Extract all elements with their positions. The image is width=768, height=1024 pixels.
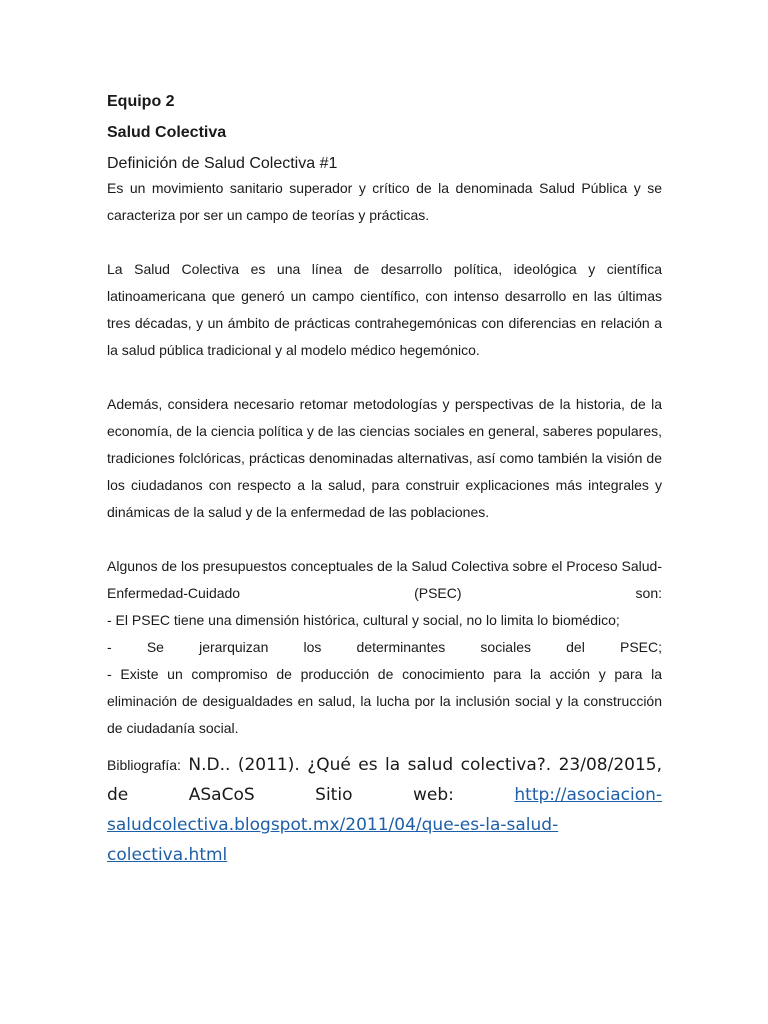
bibliography (107, 750, 662, 870)
team-heading: Equipo 2 (107, 93, 175, 110)
paragraph-2: La Salud Colectiva es una línea de desarrollo política, ideológica y científica latinoamericana que generó un campo científico, con intenso desarrollo en las últimas tres décadas, y un ámbito de prácticas contrahegemónicas con diferencias en relación a la salud pública tradicional y al modelo médico hegemónico. (107, 261, 662, 358)
presuppositions-intro: Algunos de los presupuestos conceptuales de la Salud Colectiva sobre el Proceso Salud-Enfermedad-Cuidado (PSEC) son: (107, 558, 662, 601)
list-item: - El PSEC tiene una dimensión histórica, cultural y social, no lo limita lo biomédico; (107, 612, 620, 628)
presuppositions-section (107, 553, 662, 742)
list-item: - Existe un compromiso de producción de conocimiento para la acción y para la eliminación de desigualdades en salud, la lucha por la inclusión social y la construcción de ciudadanía social. (107, 666, 662, 736)
paragraph-3: Además, considera necesario retomar metodologías y perspectivas de la historia, de la economía, de la ciencia política y de las ciencias sociales en general, saberes populares, tradiciones folclóricas, prácticas denominadas alternativas, así como también la visión de los ciudadanos con respecto a la salud, para construir explicaciones más integrales y dinámicas de la salud y de la enfermedad de las poblaciones. (107, 396, 662, 520)
bibliography-link[interactable]: http://asociacion-saludcolectiva.blogspot.mx/2011/04/que-es-la-salud-colectiva.html (107, 785, 663, 865)
bibliography-label: Bibliografía: (107, 757, 181, 773)
definition-heading: Definición de Salud Colectiva #1 (107, 155, 338, 172)
document-page (107, 88, 662, 870)
list-item: - Se jerarquizan los determinantes sociales del PSEC; (107, 639, 662, 655)
paragraph-1: Es un movimiento sanitario superador y crítico de la denominada Salud Pública y se caracteriza por ser un campo de teorías y prácticas. (107, 180, 662, 223)
bibliography-citation: N.D.. (2011). ¿Qué es la salud colectiva?. 23/08/2015, de ASaCoS Sitio web: (107, 755, 662, 805)
topic-heading: Salud Colectiva (107, 124, 227, 141)
